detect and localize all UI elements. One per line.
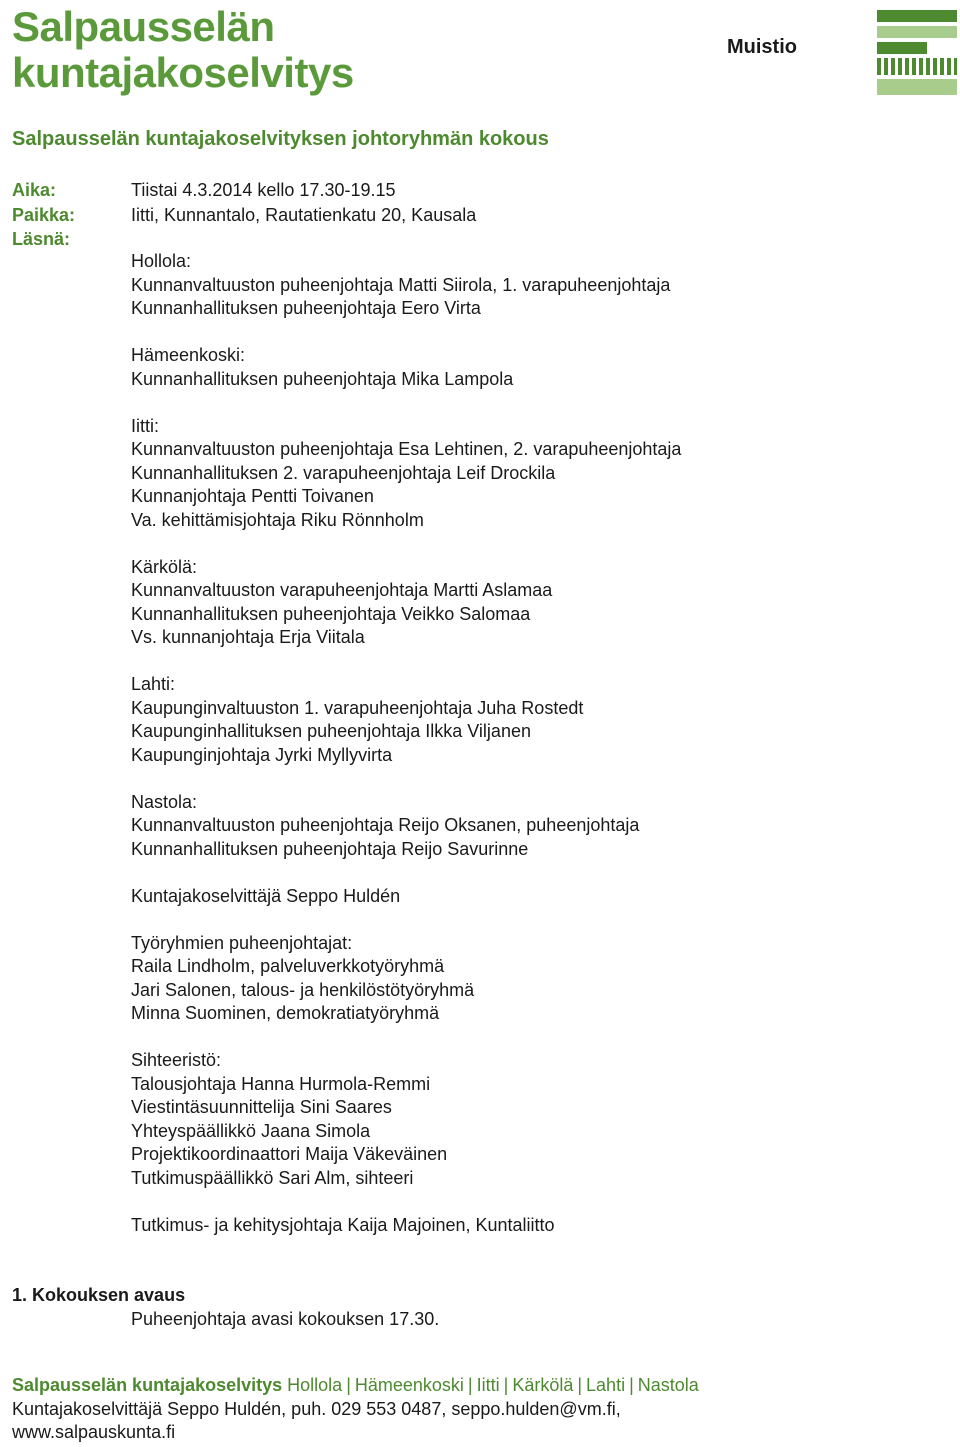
town-separator: | <box>629 1375 634 1395</box>
attendee-line: Kaupunginvaltuuston 1. varapuheenjohtaja Juha Rostedt <box>131 697 584 718</box>
attendee-line: Kunnanhallituksen puheenjohtaja Eero Virta <box>131 298 481 318</box>
lasna-label: Läsnä: <box>12 229 71 249</box>
attendee-line: Kunnanhallituksen puheenjohtaja Reijo Savurinne <box>131 838 529 859</box>
footer-town-list <box>287 1375 699 1395</box>
attendee-group-heading: Sihteeristö: <box>131 1050 222 1070</box>
footer-website[interactable]: www.salpauskunta.fi <box>12 1422 176 1442</box>
footer-town: Kärkölä <box>512 1375 574 1395</box>
attendee-line: Viestintäsuunnittelija Sini Saares <box>131 1097 392 1117</box>
town-separator: | <box>346 1375 351 1395</box>
attendee-line: Yhteyspäällikkö Jaana Simola <box>131 1120 371 1141</box>
attendee-line: Projektikoordinaattori Maija Väkeväinen <box>131 1144 448 1164</box>
attendee-line: Kunnanhallituksen 2. varapuheenjohtaja Leif Drockila <box>131 462 556 483</box>
attendee-group <box>131 791 681 862</box>
attendee-group-heading: Lahti: <box>131 674 176 694</box>
section-heading: 1. Kokouksen avaus <box>12 1285 186 1305</box>
aika-label: Aika: <box>12 180 57 200</box>
attendee-group <box>131 1049 681 1190</box>
attendee-line: Kunnanvaltuuston puheenjohtaja Reijo Oksanen, puheenjohtaja <box>131 815 640 835</box>
attendee-line: Vs. kunnanjohtaja Erja Viitala <box>131 627 365 647</box>
attendee-group <box>131 344 681 391</box>
attendee-line: Va. kehittämisjohtaja Riku Rönnholm <box>131 509 424 530</box>
attendee-line: Kunnanvaltuuston varapuheenjohtaja Martti Aslamaa <box>131 580 553 600</box>
section-body: Puheenjohtaja avasi kokouksen 17.30. <box>131 1309 440 1329</box>
footer-town: Hollola <box>287 1375 343 1395</box>
attendee-line: Talousjohtaja Hanna Hurmola-Remmi <box>131 1073 431 1094</box>
attendee-line: Jari Salonen, talous- ja henkilöstötyöryhmä <box>131 979 475 1000</box>
attendee-group <box>131 250 681 321</box>
attendee-line: Tutkimuspäällikkö Sari Alm, sihteeri <box>131 1167 414 1188</box>
footer-town: Lahti <box>586 1375 626 1395</box>
attendee-group <box>131 415 681 533</box>
attendee-line: Kunnanhallituksen puheenjohtaja Mika Lampola <box>131 368 514 389</box>
paikka-value: Iitti, Kunnantalo, Rautatienkatu 20, Kausala <box>131 205 477 225</box>
attendee-line: Kaupunginjohtaja Jyrki Myllyvirta <box>131 744 393 765</box>
attendee-group-heading: Iitti: <box>131 415 160 436</box>
logo-wordmark <box>12 4 354 96</box>
attendee-group-heading: Työryhmien puheenjohtajat: <box>131 932 353 953</box>
attendee-group-heading: Kärkölä: <box>131 556 198 577</box>
footer <box>12 1374 699 1445</box>
logo-mark-icon <box>877 10 957 95</box>
footer-town: Nastola <box>637 1375 699 1395</box>
footer-brand-line <box>12 1374 699 1398</box>
attendee-group <box>131 556 681 650</box>
attendee-group <box>131 673 681 767</box>
attendee-group <box>131 885 681 909</box>
attendee-line: Kunnanjohtaja Pentti Toivanen <box>131 486 374 506</box>
attendee-line: Kaupunginhallituksen puheenjohtaja Ilkka Viljanen <box>131 721 531 741</box>
attendee-list <box>131 250 681 1261</box>
attendee-line: Kunnanvaltuuston puheenjohtaja Esa Lehtinen, 2. varapuheenjohtaja <box>131 439 682 459</box>
meeting-title: Salpausselän kuntajakoselvityksen johtoryhmän kokous <box>12 128 549 150</box>
aika-value: Tiistai 4.3.2014 kello 17.30-19.15 <box>131 180 396 200</box>
logo-line-2: kuntajakoselvitys <box>12 49 354 96</box>
town-separator: | <box>577 1375 583 1395</box>
attendee-line: Kunnanhallituksen puheenjohtaja Veikko Salomaa <box>131 603 531 624</box>
attendee-group-heading: Hollola: <box>131 251 192 271</box>
attendee-group <box>131 932 681 1026</box>
attendee-group-heading: Nastola: <box>131 791 198 812</box>
footer-contact: Kuntajakoselvittäjä Seppo Huldén, puh. 029 553 0487, seppo.hulden@vm.fi, <box>12 1398 621 1419</box>
document-type-label: Muistio <box>727 36 797 58</box>
paikka-label: Paikka: <box>12 205 76 225</box>
attendee-line: Kunnanvaltuuston puheenjohtaja Matti Siirola, 1. varapuheenjohtaja <box>131 274 671 295</box>
footer-brand: Salpausselän kuntajakoselvitys <box>12 1375 283 1395</box>
town-separator: | <box>467 1375 473 1395</box>
footer-town: Iitti <box>476 1375 500 1395</box>
attendee-group-heading: Kuntajakoselvittäjä Seppo Huldén <box>131 885 401 906</box>
attendee-line: Raila Lindholm, palveluverkkotyöryhmä <box>131 956 445 976</box>
attendee-line: Minna Suominen, demokratiatyöryhmä <box>131 1003 440 1023</box>
attendee-group-heading: Hämeenkoski: <box>131 345 246 365</box>
attendee-group <box>131 1214 681 1238</box>
logo-line-1: Salpausselän <box>12 3 275 50</box>
town-separator: | <box>503 1375 509 1395</box>
attendee-group-heading: Tutkimus- ja kehitysjohtaja Kaija Majoinen, Kuntaliitto <box>131 1214 555 1235</box>
footer-town: Hämeenkoski <box>354 1375 464 1395</box>
